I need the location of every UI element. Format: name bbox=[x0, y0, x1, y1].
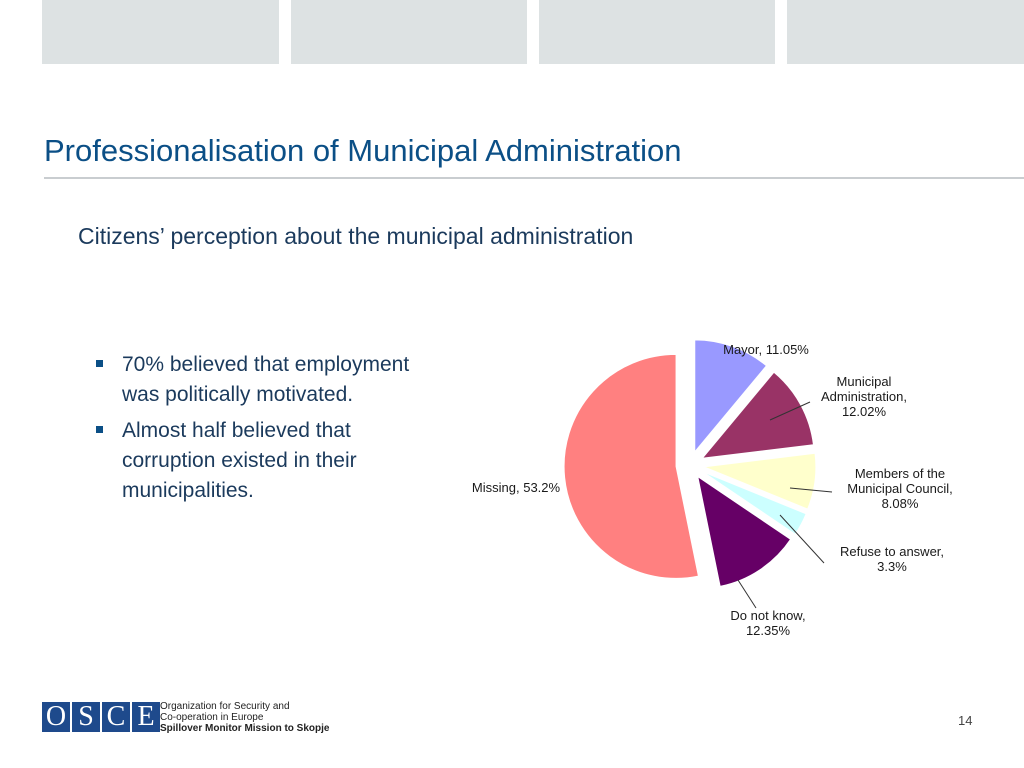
logo-letter: O bbox=[42, 702, 70, 732]
bullet-list bbox=[92, 350, 412, 512]
slice-label: Mayor, 11.05% bbox=[723, 342, 809, 357]
bullet-text: 70% believed that employment was politically motivated. bbox=[122, 353, 410, 406]
title-divider bbox=[44, 177, 1024, 179]
osce-logo bbox=[42, 702, 162, 732]
slice-label: Missing, 53.2% bbox=[471, 480, 561, 495]
slice-label: Do not know, 12.35% bbox=[730, 608, 806, 638]
org-mission: Spillover Monitor Mission to Skopje bbox=[160, 723, 330, 734]
slice-label: Refuse to answer, 3.3% bbox=[839, 544, 945, 574]
bullet-square-icon bbox=[96, 360, 103, 367]
pie-slice bbox=[564, 354, 698, 578]
leader-line bbox=[738, 580, 756, 608]
page-number: 14 bbox=[958, 713, 973, 728]
header-tab-3 bbox=[539, 0, 775, 64]
page-title: Professionalisation of Municipal Administration bbox=[44, 133, 682, 168]
header-tab-1 bbox=[42, 0, 279, 64]
bullet-text: Almost half believed that corruption existed in their municipalities. bbox=[122, 419, 357, 502]
org-line: Organization for Security and bbox=[160, 701, 290, 712]
org-line: Co-operation in Europe bbox=[160, 712, 264, 723]
logo-letter: C bbox=[102, 702, 130, 732]
bullet-item bbox=[92, 350, 412, 410]
header-tab-4 bbox=[787, 0, 1024, 64]
logo-letter: E bbox=[132, 702, 160, 732]
logo-letter: S bbox=[72, 702, 100, 732]
bullet-square-icon bbox=[96, 426, 103, 433]
slide-subtitle: Citizens’ perception about the municipal administration bbox=[78, 223, 634, 249]
header-tab-2 bbox=[291, 0, 527, 64]
slice-label: Members of the Municipal Council, 8.08% bbox=[847, 466, 953, 511]
bullet-item bbox=[92, 416, 412, 506]
organization-name bbox=[160, 701, 329, 734]
pie-chart bbox=[440, 330, 980, 650]
slice-label: Municipal Administration, 12.02% bbox=[821, 374, 907, 419]
